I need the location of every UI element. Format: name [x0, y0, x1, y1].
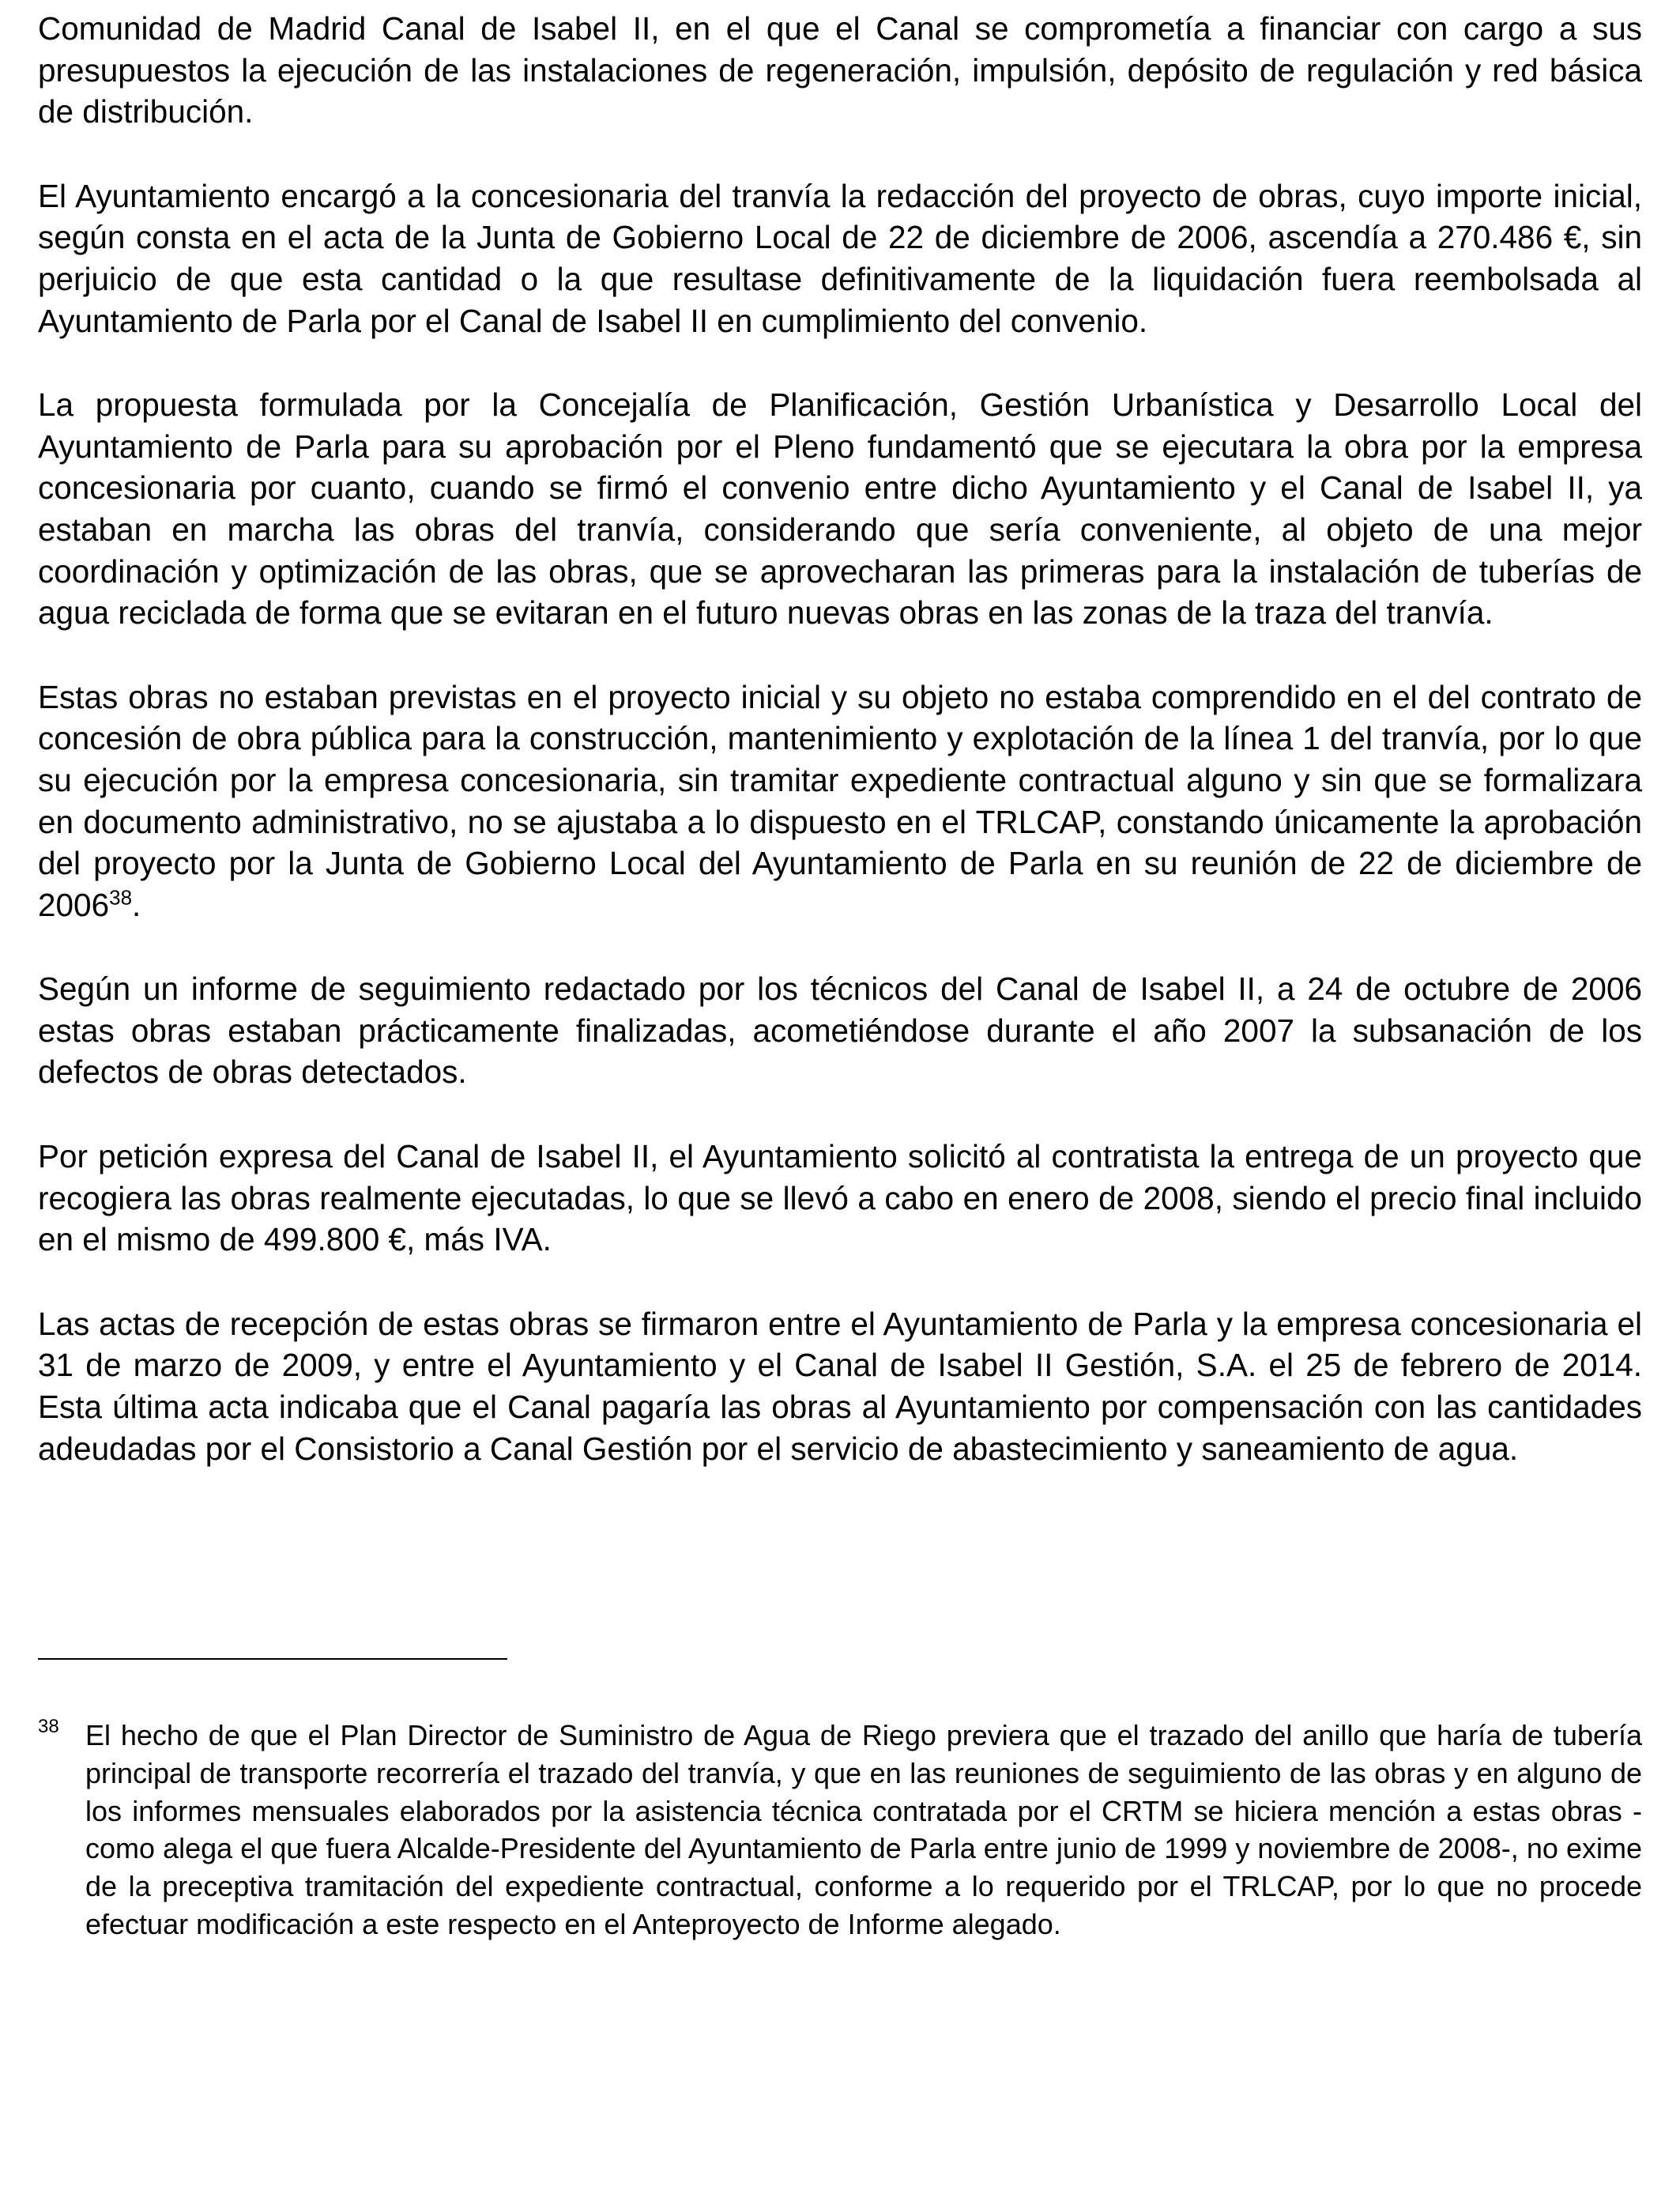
footnote-text: El hecho de que el Plan Director de Suministro de Agua de Riego previera que el trazado del anillo que haría de tubería principal de transporte recorrería el trazado del tranvía, y que en las reuniones de seguimiento de las obras y en alguno de los informes mensuales elaborados por la asistencia técnica contratada por el CRTM se hiciera mención a estas obras -como alega el que fuera Alcalde-Presidente del Ayuntamiento de Parla entre junio de 1999 y noviembre de 2008-, no exime de la preceptiva tramitación del expediente contractual, conforme a lo requerido por el TRLCAP, por lo que no procede efectuar modificación a este respecto en el Anteproyecto de Informe alegado. — [85, 1719, 1642, 1940]
paragraph-5: Según un informe de seguimiento redactado por los técnicos del Canal de Isabel II, a 24 de octubre de 2006 estas obras estaban prácticamente finalizadas, acometiéndose durante el año 2007 la subsanación de los defectos de obras detectados. — [38, 971, 1642, 1091]
paragraph-4-text: Estas obras no estaban previstas en el proyecto inicial y su objeto no estaba comprendido en el del contrato de concesión de obra pública para la construcción, mantenimiento y explotación de la línea 1 del tranvía, por lo que su ejecución por la empresa concesionaria, sin tramitar expediente contractual alguno y sin que se formalizara en documento administrativo, no se ajustaba a lo dispuesto en el TRLCAP, constando únicamente la aprobación del proyecto por la Junta de Gobierno Local del Ayuntamiento de Parla en su reunión de 22 de diciembre de 2006 — [38, 678, 1642, 923]
footnote-separator — [38, 1658, 507, 1660]
footnote — [38, 1717, 1642, 1943]
footnote-reference[interactable]: 38 — [109, 885, 133, 910]
paragraph-3: La propuesta formulada por la Concejalía de Planificación, Gestión Urbanística y Desarrollo Local del Ayuntamiento de Parla para su aprobación por el Pleno fundamentó que se ejecutara la obra por la empresa concesionaria por cuanto, cuando se firmó el convenio entre dicho Ayuntamiento y el Canal de Isabel II, ya estaban en marcha las obras del tranvía, considerando que sería conveniente, al objeto de una mejor coordinación y optimización de las obras, que se aprovecharan las primeras para la instalación de tuberías de agua reciclada de forma que se evitaran en el futuro nuevas obras en las zonas de la traza del tranvía. — [38, 386, 1642, 631]
paragraph-2: El Ayuntamiento encargó a la concesionaria del tranvía la redacción del proyecto de obras, cuyo importe inicial, según consta en el acta de la Junta de Gobierno Local de 22 de diciembre de 2006, ascendía a 270.486 €, sin perjuicio de que esta cantidad o la que resultase definitivamente de la liquidación fuera reembolsada al Ayuntamiento de Parla por el Canal de Isabel II en cumplimiento del convenio. — [38, 177, 1642, 339]
paragraph-1: Comunidad de Madrid Canal de Isabel II, en el que el Canal se comprometía a financiar con cargo a sus presupuestos la ejecución de las instalaciones de regeneración, impulsión, depósito de regulación y red básica de distribución. — [38, 10, 1642, 130]
body-text — [38, 8, 1642, 1512]
paragraph-4-tail: . — [132, 886, 141, 923]
footnote-number: 38 — [38, 1716, 59, 1737]
paragraph-6: Por petición expresa del Canal de Isabel II, el Ayuntamiento solicitó al contratista la entrega de un proyecto que recogiera las obras realmente ejecutadas, lo que se llevó a cabo en enero de 2008, siendo el precio final incluido en el mismo de 499.800 €, más IVA. — [38, 1138, 1642, 1258]
paragraph-4 — [38, 677, 1642, 926]
paragraph-7: Las actas de recepción de estas obras se firmaron entre el Ayuntamiento de Parla y la empresa concesionaria el 31 de marzo de 2009, y entre el Ayuntamiento y el Canal de Isabel II Gestión, S.A. el 25 de febrero de 2014. Esta última acta indicaba que el Canal pagaría las obras al Ayuntamiento por compensación con las cantidades adeudadas por el Consistorio a Canal Gestión por el servicio de abastecimiento y saneamiento de agua. — [38, 1305, 1642, 1467]
